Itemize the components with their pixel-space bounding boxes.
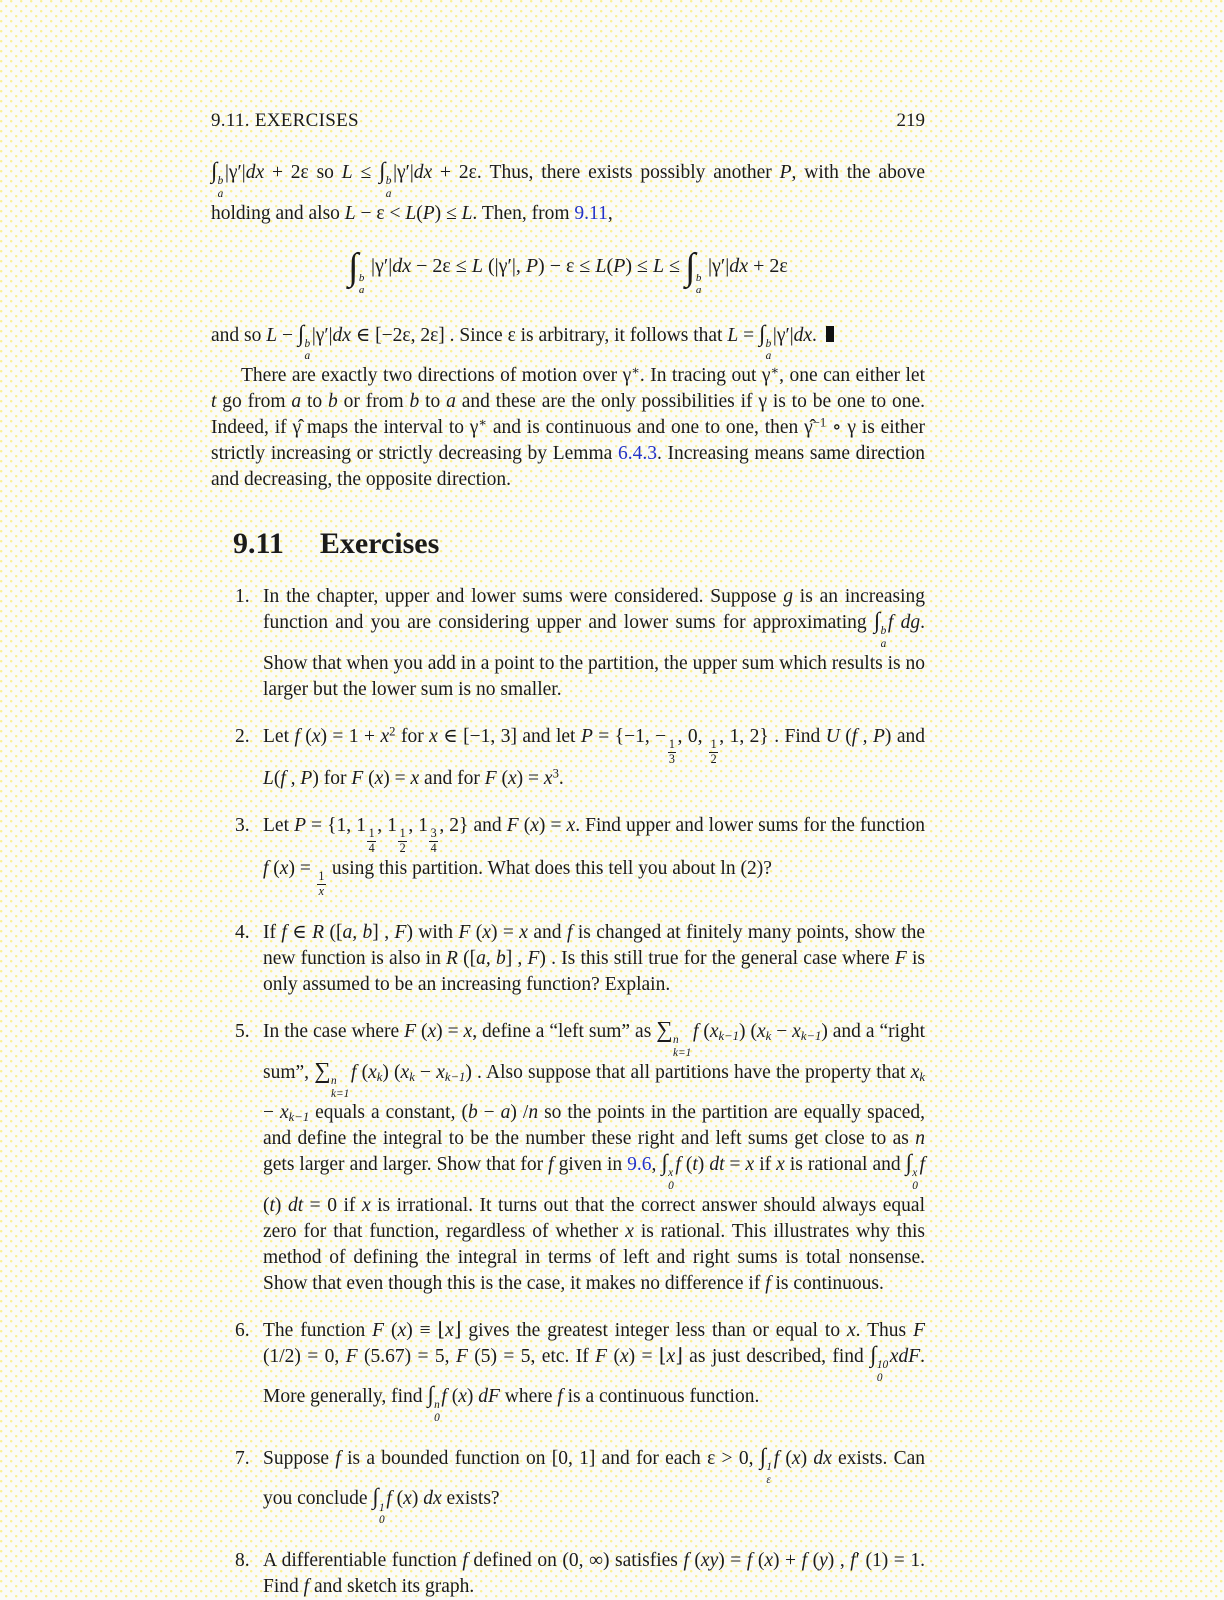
limits: 1 ε xyxy=(766,1460,773,1486)
section-title: Exercises xyxy=(319,527,440,561)
limits: n 0 xyxy=(434,1399,440,1425)
directions-paragraph: There are exactly two directions of motion over γ∗. In tracing out γ∗, one can either let t go from a to b or from b to a and these are the only possibilities if γ is to be one to one. Indeed, if γ̂ maps the interval to γ∗ and is continuous and one to one, then γ̂$^{-1}$ ∘ γ is either strictly increasing or strictly decreasing by Lemma 6.4.3. Increasing means same direction and decreasing, the opposite direction. xyxy=(211,363,926,491)
item-number: 6. xyxy=(235,1319,250,1341)
exercise-item-1 xyxy=(211,584,925,703)
exercise-item-6 xyxy=(211,1318,925,1425)
limits: b a xyxy=(358,271,365,297)
limits: 10 0 xyxy=(876,1358,889,1384)
exercise-item-5 xyxy=(211,1016,926,1297)
exercise-item-4 xyxy=(211,920,925,998)
fraction: $\frac{3}{4}$ xyxy=(430,826,437,856)
item-text: In the case where F (x) = x, define a “left sum” as ∑ n k=1 f (xk−1) (xk − xk−1) and a “right sum”, ∑ n k=1 f (xk) (xk − xk−1) . Also suppose that all partitions have the property that xk − xk−1 equals a constant, (b − a) /n so the points in the partition are equally spaced, and define the integral to be the number these right and left sums get close to as n gets larger and larger. Show that for f given in 9.6, ∫ x 0 f (t) dt = x if x is rational and ∫ x 0 f (t) dt = 0 if x is irrational. It turns out that the correct answer should always equal zero for that function, regardless of whether x is rational. This illustrates why this method of defining the integral in terms of left and right sums is total nonsense. Show that even though this is the case, it makes no difference if f is continuous. xyxy=(263,1016,926,1294)
item-number: 7. xyxy=(235,1447,250,1469)
proof-intro-paragraph: ∫ b a |γ′|dx + 2ε so L ≤ ∫ b a |γ′|dx + 2ε. Thus, there exists possibly another P, with the above holding and also L − ε < L(P) ≤ L. Then, from 9.11, xyxy=(211,157,925,224)
limits: b a xyxy=(385,175,392,200)
item-number: 8. xyxy=(235,1549,250,1571)
exercise-list xyxy=(211,584,925,1600)
section-number: 9.11 xyxy=(233,527,284,561)
limits: x 0 xyxy=(912,1167,918,1193)
item-number: 5. xyxy=(235,1021,250,1043)
cross-ref-link[interactable]: 9.11 xyxy=(574,202,608,224)
item-text: The function F (x) ≡ ⌊x⌋ gives the greatest integer less than or equal to x. Thus F (1/2) = 0, F (5.67) = 5, F (5) = 5, etc. If F (x) = ⌊x⌋ as just described, find ∫ 10 0 xdF. More generally, find ∫ n 0 f (x) dF where f is a continuous function. xyxy=(263,1319,925,1425)
limits: b a xyxy=(217,175,224,200)
qed-box xyxy=(826,326,835,342)
limits: b a xyxy=(304,337,311,363)
page-number: 219 xyxy=(896,110,925,131)
limits: b a xyxy=(765,337,772,363)
fraction: $\frac{1}{4}$ xyxy=(368,826,375,856)
page-header xyxy=(211,110,925,132)
item-text: Suppose f is a bounded function on [0, 1] and for each ε > 0, ∫ 1 ε f (x) dx exists. Can you conclude ∫ 1 0 f (x) dx exists? xyxy=(263,1442,926,1527)
exercise-item-2 xyxy=(211,724,925,793)
limits: n k=1 xyxy=(330,1074,350,1100)
item-text: Let P = {1, 1 $\frac{1}{4}$ , 1 $\frac{1}{2}$ , 1 $\frac{3}{4}$ , 2} and F (x) = x. Find upper and lower sums for the function f (x) = $\frac{1}{x}$ using this partition. What does this tell you about ln (2)? xyxy=(263,815,926,899)
exercise-item-8 xyxy=(211,1548,925,1600)
fraction: $\frac{1}{3}$ xyxy=(668,736,675,766)
cross-ref-link[interactable]: 9.6 xyxy=(627,1154,652,1176)
item-text: Let f $(x) = 1 + x^2$ for x ∈ [−1, 3] and let P = {−1, − $\frac{1}{3}$ , 0, $\frac{1}{2}$ , 1, 2} . Find U (f , P) and L(f , P) for F (x) = x and for F $(x) = x^3$. xyxy=(263,724,926,790)
item-number: 2. xyxy=(235,725,250,747)
limits: b a xyxy=(880,625,887,650)
item-text: A differentiable function f defined on (0, ∞) satisfies f (xy) = f (x) + f (y) , f′ (1) = 1. Find f and sketch its graph. xyxy=(263,1549,925,1597)
item-number: 4. xyxy=(235,922,250,944)
item-text: If f ∈ R ([a, b] , F) with F (x) = x and f is changed at finitely many points, show the new function is also in R ([a, b] , F) . Is this still true for the general case where F is only assumed to be an increasing function? Explain. xyxy=(263,922,926,996)
item-text: In the chapter, upper and lower sums were considered. Suppose g is an increasing function and you are considering upper and lower sums for approximating ∫ b a f dg. Show that when you add in a point to the partition, the upper sum which results is no larger but the lower sum is no smaller. xyxy=(263,586,926,700)
section-heading xyxy=(233,527,925,560)
limits: x 0 xyxy=(668,1167,674,1193)
exercise-item-7 xyxy=(211,1442,926,1527)
exercise-item-3 xyxy=(211,813,925,899)
fraction: $\frac{1}{x}$ xyxy=(318,869,325,899)
item-number: 3. xyxy=(235,815,250,837)
fraction: $\frac{1}{2}$ xyxy=(399,826,406,856)
fraction: $\frac{1}{2}$ xyxy=(710,736,717,766)
item-number: 1. xyxy=(235,586,250,608)
limits: n k=1 xyxy=(673,1034,692,1059)
limits: 1 0 xyxy=(379,1501,385,1527)
proof-conclusion-paragraph: and so L − ∫ b a |γ′|dx ∈ [−2ε, 2ε] . Since ε is arbitrary, it follows that L = ∫ b a |γ′|dx. xyxy=(211,323,925,364)
running-head: 9.11. EXERCISES xyxy=(211,110,359,131)
cross-ref-link[interactable]: 6.4.3 xyxy=(617,443,657,465)
display-equation: ∫ b a |γ′|dx − 2ε ≤ L (|γ′|, P) − ε ≤ L(P) ≤ L ≤ ∫ b a |γ′|dx + 2ε xyxy=(348,245,788,297)
limits: b a xyxy=(695,271,702,297)
